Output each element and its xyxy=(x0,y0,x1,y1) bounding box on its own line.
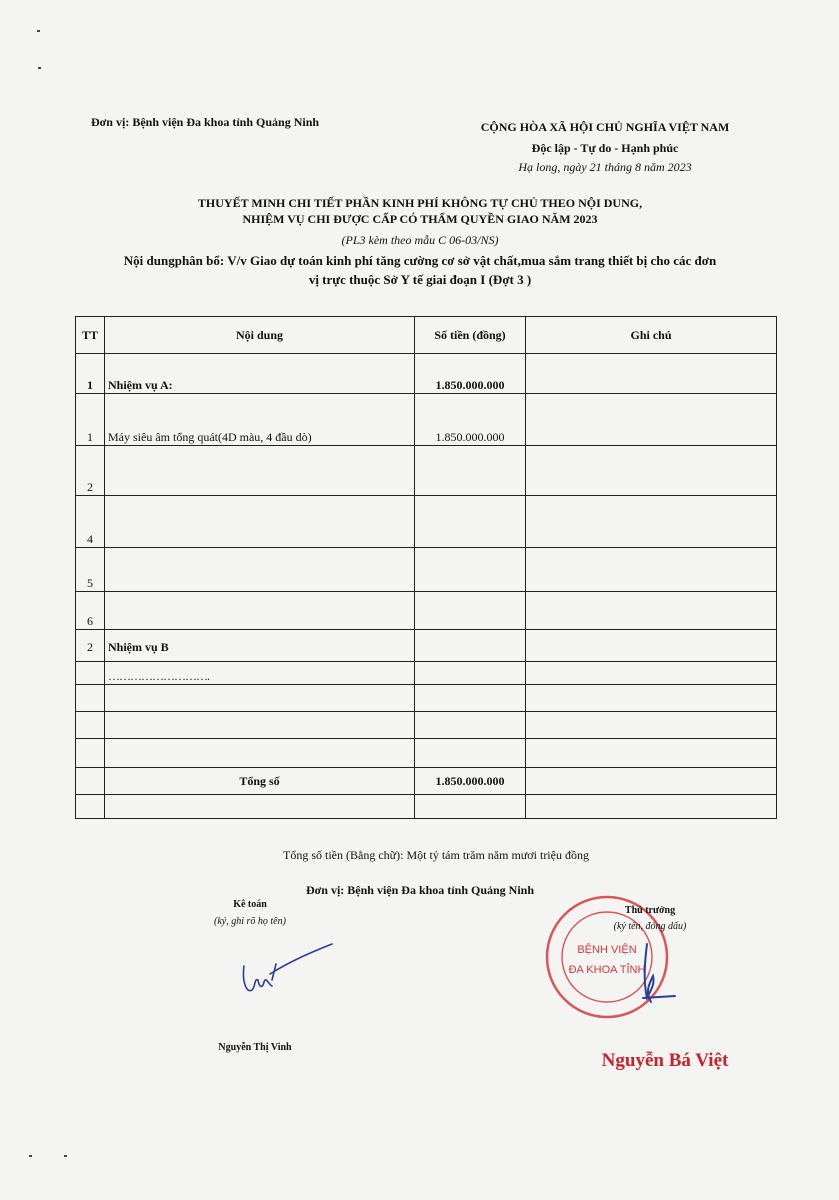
country-name: CỘNG HÒA XÃ HỘI CHỦ NGHĨA VIỆT NAM xyxy=(480,120,730,134)
header-content: Nội dung xyxy=(105,317,415,354)
table-header-row xyxy=(76,317,777,354)
row-content xyxy=(105,496,415,548)
seal-line-1: BỆNH VIỆN xyxy=(577,944,637,956)
scan-mark xyxy=(37,30,40,32)
table-row xyxy=(76,685,777,712)
row-note xyxy=(526,446,777,496)
table-row xyxy=(76,394,777,446)
accountant-signature xyxy=(232,940,342,1002)
row-amount xyxy=(415,630,526,662)
header-amount: Số tiền (đồng) xyxy=(415,317,526,354)
row-content xyxy=(105,685,415,712)
table-row xyxy=(76,592,777,630)
table-row xyxy=(76,712,777,739)
accountant-title: Kê toán xyxy=(233,899,267,910)
row-note xyxy=(526,768,777,795)
table-row xyxy=(76,739,777,768)
row-note xyxy=(526,662,777,685)
row-tt xyxy=(76,685,105,712)
scan-mark xyxy=(38,67,41,69)
row-note xyxy=(526,712,777,739)
issuing-unit: Đơn vị: Bệnh viện Đa khoa tỉnh Quảng Ninh xyxy=(91,115,320,129)
row-content: ………………………. xyxy=(105,662,415,685)
seal-line-2: ĐA KHOA TỈNH xyxy=(568,964,646,976)
table-row xyxy=(76,795,777,819)
total-amount: 1.850.000.000 xyxy=(415,768,526,795)
title-subtitle: (PL3 kèm theo mẫu C 06-03/NS) xyxy=(341,233,499,247)
row-note xyxy=(526,685,777,712)
row-tt: 5 xyxy=(76,548,105,592)
row-tt: 1 xyxy=(76,354,105,394)
title-line-2: NHIỆM VỤ CHI ĐƯỢC CẤP CÓ THẨM QUYỀN GIAO NĂM 2023 xyxy=(242,212,598,226)
row-amount xyxy=(415,662,526,685)
row-note xyxy=(526,739,777,768)
header-tt: TT xyxy=(76,317,105,354)
row-tt: 4 xyxy=(76,496,105,548)
row-tt: 6 xyxy=(76,592,105,630)
row-note xyxy=(526,630,777,662)
row-note xyxy=(526,496,777,548)
row-note xyxy=(526,795,777,819)
table-row xyxy=(76,548,777,592)
budget-table xyxy=(75,316,777,819)
row-tt xyxy=(76,739,105,768)
header-note: Ghi chú xyxy=(526,317,777,354)
row-content xyxy=(105,739,415,768)
row-tt xyxy=(76,795,105,819)
scan-mark xyxy=(29,1155,32,1157)
row-amount xyxy=(415,446,526,496)
table-row xyxy=(76,496,777,548)
row-tt: 1 xyxy=(76,394,105,446)
document-date: Hạ long, ngày 21 tháng 8 năm 2023 xyxy=(518,160,692,174)
row-tt xyxy=(76,712,105,739)
row-tt: 2 xyxy=(76,630,105,662)
content-line-2: vị trực thuộc Sở Y tế giai đoạn I (Đợt 3 ) xyxy=(308,272,532,287)
row-amount: 1.850.000.000 xyxy=(415,394,526,446)
head-signature xyxy=(625,940,685,1010)
title-line-1: THUYẾT MINH CHI TIẾT PHẦN KINH PHÍ KHÔNG TỰ CHỦ THEO NỘI DUNG, xyxy=(197,196,643,210)
row-content xyxy=(105,548,415,592)
row-amount xyxy=(415,496,526,548)
motto: Độc lập - Tự do - Hạnh phúc xyxy=(531,141,679,155)
row-tt xyxy=(76,662,105,685)
row-tt: 2 xyxy=(76,446,105,496)
row-note xyxy=(526,592,777,630)
row-amount: 1.850.000.000 xyxy=(415,354,526,394)
row-content xyxy=(105,795,415,819)
row-content: Nhiệm vụ B xyxy=(105,630,415,662)
row-amount xyxy=(415,795,526,819)
footer-unit: Đơn vị: Bệnh viện Đa khoa tỉnh Quảng Ninh xyxy=(305,883,535,897)
scan-mark xyxy=(64,1155,67,1157)
table-row xyxy=(76,662,777,685)
row-tt xyxy=(76,768,105,795)
content-line-1: Nội dungphân bổ: V/v Giao dự toán kinh phí tăng cường cơ sở vật chất,mua sắm trang thiết bị cho các đơn xyxy=(123,253,717,268)
row-content xyxy=(105,592,415,630)
total-in-words: Tổng số tiền (Bằng chữ): Một tỷ tám trăm năm mươi triệu đồng xyxy=(283,848,589,862)
row-amount xyxy=(415,685,526,712)
row-content: Nhiệm vụ A: xyxy=(105,354,415,394)
table-total-row xyxy=(76,768,777,795)
head-name: Nguyễn Bá Việt xyxy=(601,1050,729,1071)
row-note xyxy=(526,548,777,592)
accountant-name: Nguyễn Thị Vinh xyxy=(218,1042,292,1053)
row-content xyxy=(105,712,415,739)
row-note xyxy=(526,354,777,394)
row-amount xyxy=(415,712,526,739)
table-row xyxy=(76,630,777,662)
table-row xyxy=(76,354,777,394)
row-amount xyxy=(415,592,526,630)
total-label: Tổng số xyxy=(105,768,415,795)
accountant-note: (ký, ghi rõ họ tên) xyxy=(214,916,286,927)
head-note: (ký tên, đóng dấu) xyxy=(613,921,687,932)
row-note xyxy=(526,394,777,446)
table-row xyxy=(76,446,777,496)
row-content: Máy siêu âm tổng quát(4D màu, 4 đầu dò) xyxy=(105,394,415,446)
head-title: Thủ trưởng xyxy=(624,905,676,916)
row-amount xyxy=(415,739,526,768)
row-amount xyxy=(415,548,526,592)
row-content xyxy=(105,446,415,496)
